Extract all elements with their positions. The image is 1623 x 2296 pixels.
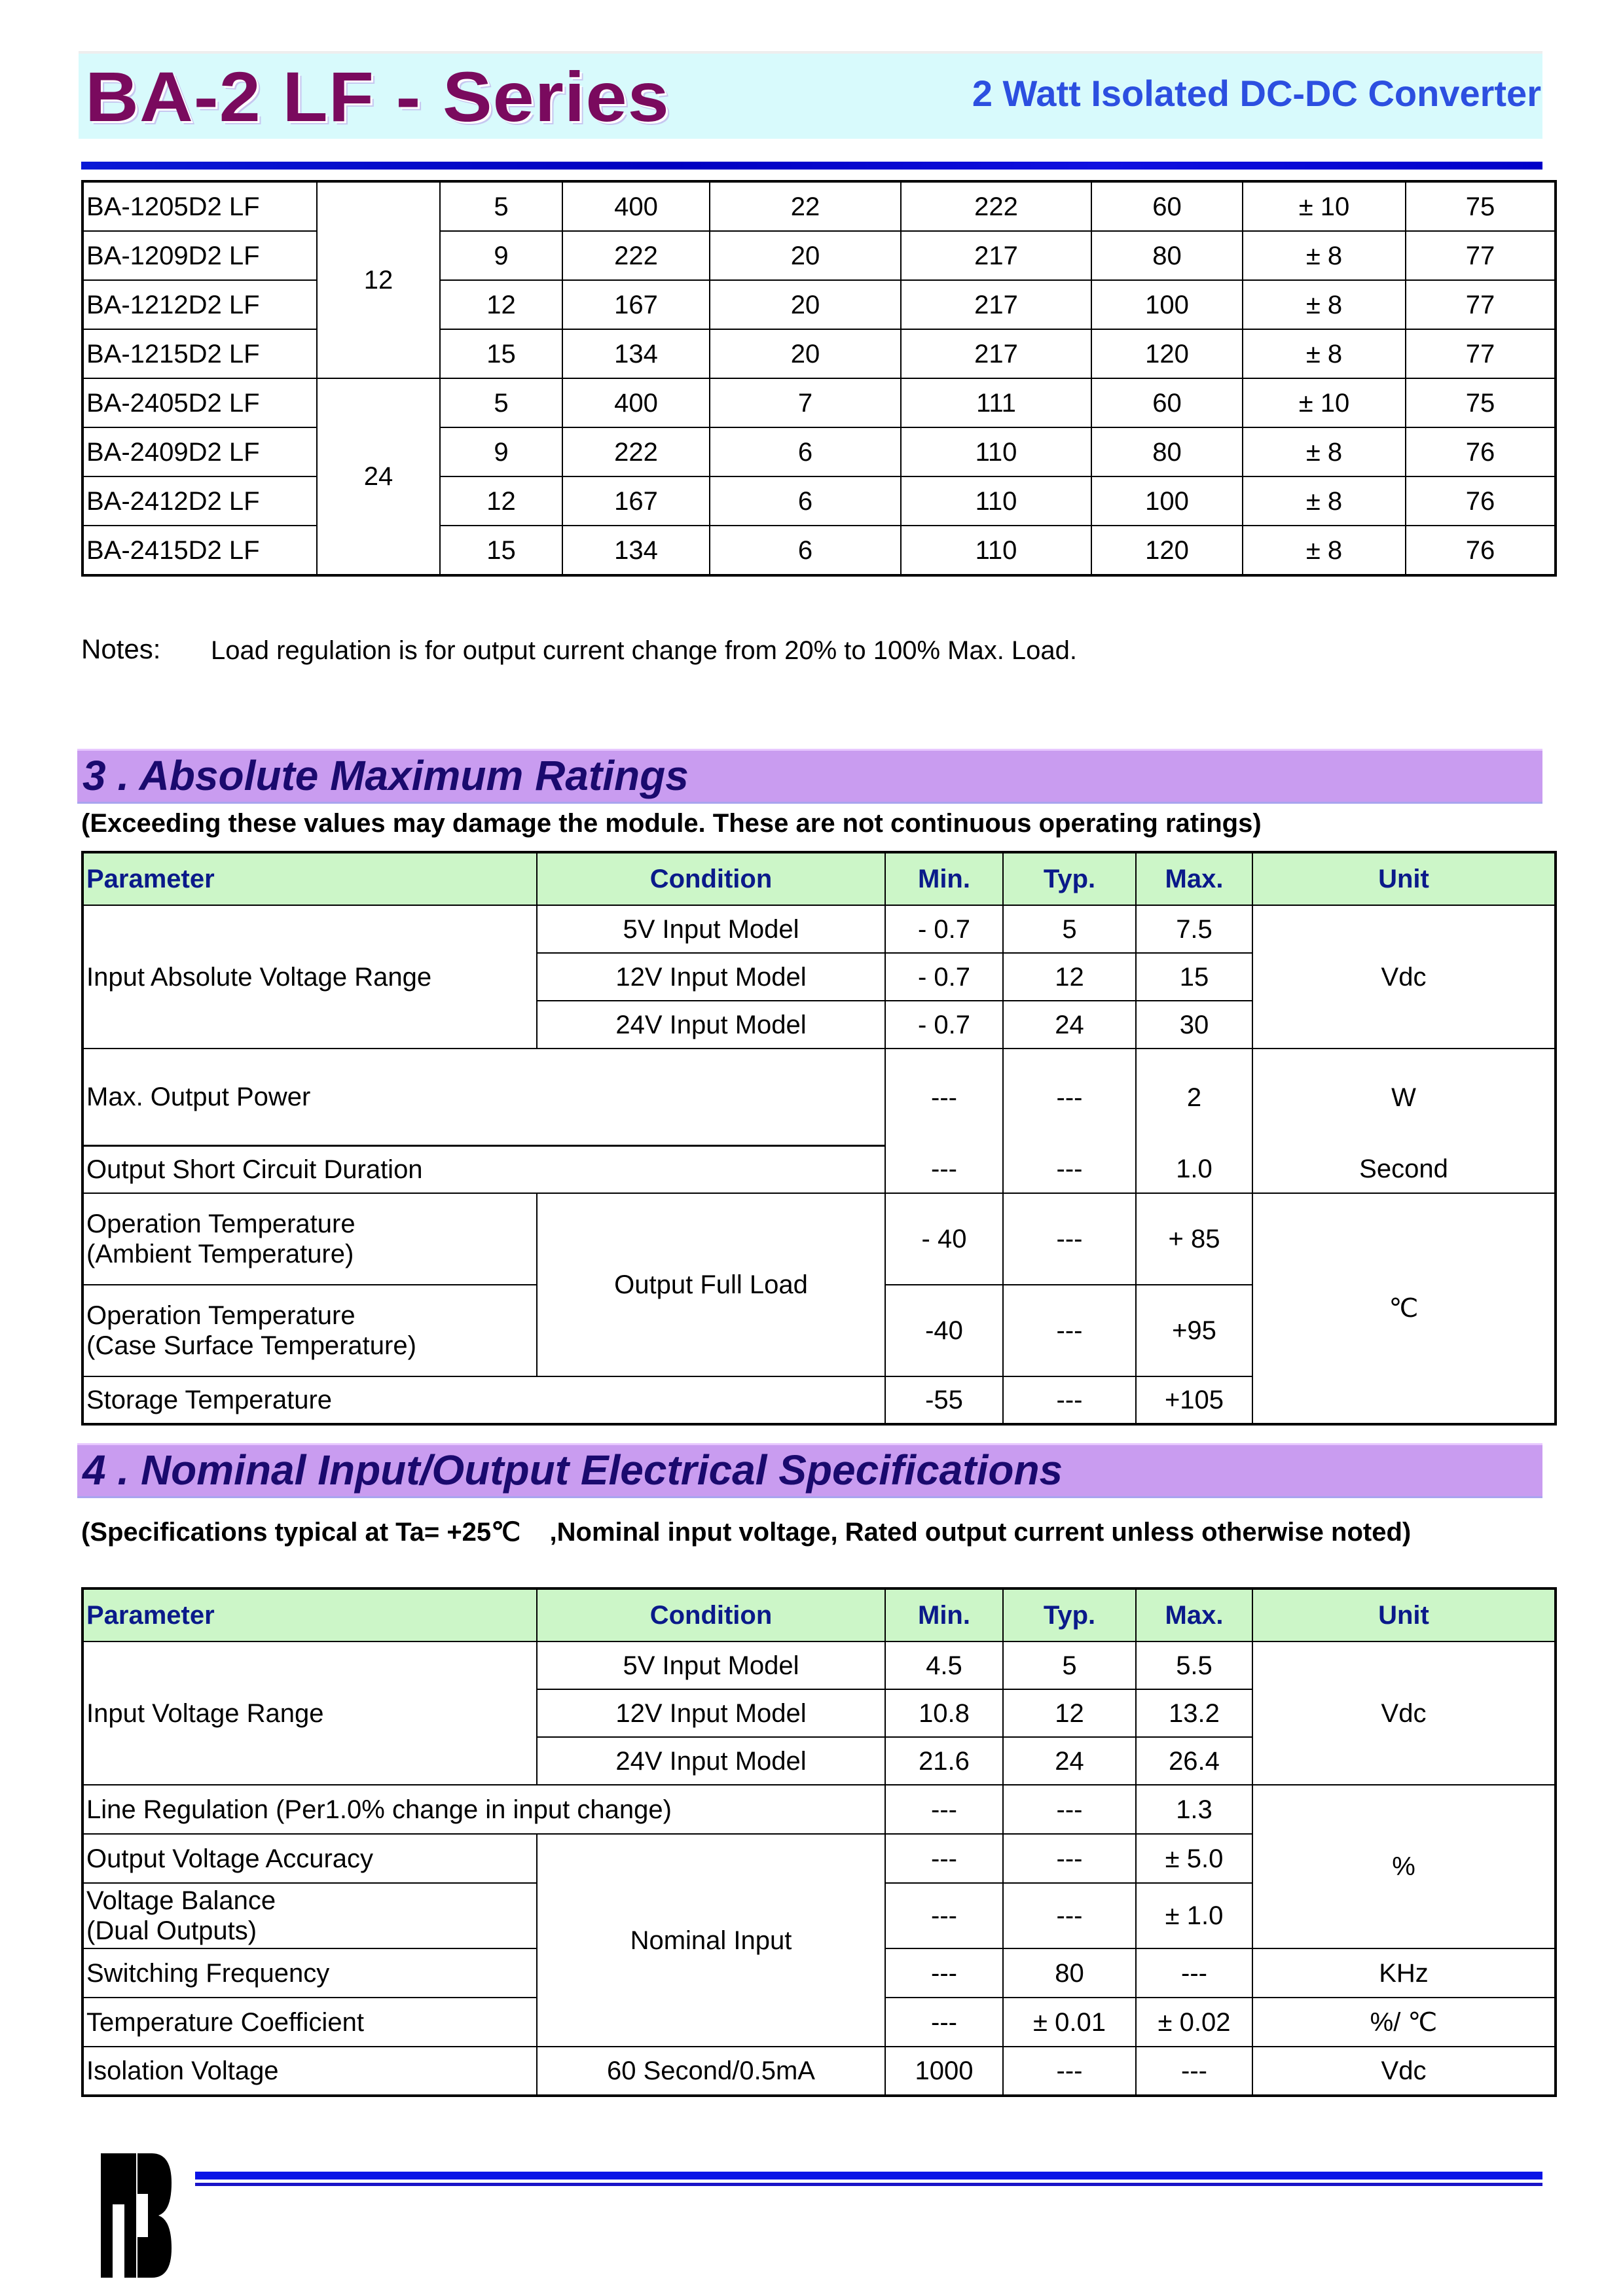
input-voltage-cell: 12 [317,181,440,378]
table-cell: 12 [440,476,562,526]
unit-cell: Vdc [1252,1641,1556,1785]
table-cell: 60 [1091,378,1243,427]
max-cell: 5.5 [1136,1641,1252,1689]
header-divider [81,162,1542,170]
table-cell: 75 [1406,378,1556,427]
typ-cell: --- [1003,1834,1136,1883]
max-cell: --- [1136,2047,1252,2096]
parameter-cell: Max. Output Power [82,1049,885,1145]
table-cell: 167 [562,476,710,526]
min-cell: --- [885,1785,1003,1834]
table-row [82,1785,1556,1834]
table-cell: 6 [710,427,901,476]
model-cell: BA-2415D2 LF [82,526,317,575]
min-cell: --- [885,1948,1003,1998]
table-cell: 120 [1091,329,1243,378]
table-cell: 7 [710,378,901,427]
header-min: Min. [885,852,1003,905]
max-cell: + 85 [1136,1193,1252,1285]
typ-cell: 24 [1003,1737,1136,1785]
condition-cell: 12V Input Model [537,953,885,1001]
table-cell: 60 [1091,181,1243,231]
typ-cell: 12 [1003,1689,1136,1737]
header-max: Max. [1136,1588,1252,1641]
table-cell: 77 [1406,280,1556,329]
section-4-note: (Specifications typical at Ta= +25℃ ,Nominal input voltage, Rated output current unless otherwise noted) [81,1518,1412,1547]
table-cell: ± 8 [1243,427,1406,476]
header-condition: Condition [537,852,885,905]
min-cell: 21.6 [885,1737,1003,1785]
parameter-line-2: (Dual Outputs) [86,1916,257,1945]
table-cell: ± 8 [1243,476,1406,526]
condition-cell: 5V Input Model [537,905,885,953]
table-cell: 76 [1406,476,1556,526]
parameter-cell: Storage Temperature [82,1376,885,1424]
unit-cell: % [1252,1785,1556,1948]
header-unit: Unit [1252,852,1556,905]
min-cell: 1000 [885,2047,1003,2096]
table-cell: ± 8 [1243,329,1406,378]
condition-cell: 5V Input Model [537,1641,885,1689]
typ-cell: 24 [1003,1001,1136,1049]
parameter-cell [82,1883,537,1948]
min-cell: - 0.7 [885,905,1003,953]
typ-cell: 5 [1003,1641,1136,1689]
min-cell: - 40 [885,1193,1003,1285]
table-cell: 20 [710,329,901,378]
page-title: BA-2 LF - Series [85,57,670,136]
section-4-title: 4 . Nominal Input/Output Electrical Specifications [82,1446,1063,1494]
model-cell: BA-1205D2 LF [82,181,317,231]
min-cell: 10.8 [885,1689,1003,1737]
input-voltage-cell: 24 [317,378,440,575]
table-row [82,329,1556,378]
header-typ: Typ. [1003,1588,1136,1641]
min-cell: -55 [885,1376,1003,1424]
unit-cell: KHz [1252,1948,1556,1998]
max-cell: 30 [1136,1001,1252,1049]
header-condition: Condition [537,1588,885,1641]
max-cell: 2 [1136,1049,1252,1145]
table-cell: ± 10 [1243,378,1406,427]
table-header-row [82,1588,1556,1641]
company-logo-icon [98,2153,175,2278]
table-cell: 167 [562,280,710,329]
table-cell: 222 [901,181,1091,231]
header-typ: Typ. [1003,852,1136,905]
table-cell: 9 [440,231,562,280]
condition-cell: Output Full Load [537,1193,885,1376]
condition-cell: 60 Second/0.5mA [537,2047,885,2096]
max-cell: +95 [1136,1285,1252,1376]
table-cell: 110 [901,526,1091,575]
footer-divider [195,2172,1542,2179]
notes-text: Load regulation is for output current change from 20% to 100% Max. Load. [211,636,1078,665]
parameter-line-1: Voltage Balance [86,1886,276,1915]
parameter-line-2: (Case Surface Temperature) [86,1331,416,1360]
table-row [82,231,1556,280]
max-cell: +105 [1136,1376,1252,1424]
max-cell: 26.4 [1136,1737,1252,1785]
max-cell: 15 [1136,953,1252,1001]
table-cell: 20 [710,280,901,329]
max-cell: 1.0 [1136,1145,1252,1193]
table-cell: 400 [562,181,710,231]
table-cell: 217 [901,231,1091,280]
model-cell: BA-2405D2 LF [82,378,317,427]
table-cell: 5 [440,378,562,427]
table-cell: 6 [710,526,901,575]
table-cell: 22 [710,181,901,231]
table-cell: 110 [901,476,1091,526]
min-cell: --- [885,1998,1003,2047]
unit-cell: Vdc [1252,2047,1556,2096]
table-row [82,526,1556,575]
table-cell: 15 [440,329,562,378]
table-cell: ± 10 [1243,181,1406,231]
table-row [82,378,1556,427]
min-cell: --- [885,1834,1003,1883]
table-cell: 6 [710,476,901,526]
model-table [81,180,1557,577]
parameter-cell: Output Voltage Accuracy [82,1834,537,1883]
table-cell: 5 [440,181,562,231]
parameter-cell [82,1285,537,1376]
model-cell: BA-2412D2 LF [82,476,317,526]
header-unit: Unit [1252,1588,1556,1641]
unit-cell: Vdc [1252,905,1556,1049]
typ-cell: ± 0.01 [1003,1998,1136,2047]
table-cell: 120 [1091,526,1243,575]
model-cell: BA-1215D2 LF [82,329,317,378]
table-cell: 75 [1406,181,1556,231]
condition-cell: 12V Input Model [537,1689,885,1737]
table-row [82,1641,1556,1689]
unit-cell: %/ ℃ [1252,1998,1556,2047]
absolute-max-ratings-table [81,851,1557,1426]
condition-cell: 24V Input Model [537,1001,885,1049]
table-row [82,476,1556,526]
header-parameter: Parameter [82,1588,537,1641]
table-cell: 134 [562,329,710,378]
typ-cell: --- [1003,1883,1136,1948]
table-header-row [82,852,1556,905]
min-cell: - 0.7 [885,953,1003,1001]
table-row [82,2047,1556,2096]
parameter-line-1: Operation Temperature [86,1301,356,1330]
parameter-line-2: (Ambient Temperature) [86,1240,354,1268]
min-cell: --- [885,1883,1003,1948]
max-cell: 1.3 [1136,1785,1252,1834]
model-cell: BA-1212D2 LF [82,280,317,329]
footer-divider-thin [195,2183,1542,2186]
max-cell: ± 0.02 [1136,1998,1252,2047]
typ-cell: --- [1003,1193,1136,1285]
parameter-line-1: Operation Temperature [86,1210,356,1238]
unit-cell: Second [1252,1145,1556,1193]
condition-cell: Nominal Input [537,1834,885,2047]
table-cell: 12 [440,280,562,329]
typ-cell: --- [1003,1049,1136,1145]
table-cell: 400 [562,378,710,427]
page-subtitle: 2 Watt Isolated DC-DC Converter [972,73,1541,114]
parameter-cell: Input Voltage Range [82,1641,537,1785]
condition-cell: 24V Input Model [537,1737,885,1785]
min-cell: --- [885,1145,1003,1193]
section-3-title: 3 . Absolute Maximum Ratings [82,752,689,799]
header-max: Max. [1136,852,1252,905]
table-cell: 20 [710,231,901,280]
parameter-cell: Isolation Voltage [82,2047,537,2096]
table-cell: ± 8 [1243,526,1406,575]
typ-cell: --- [1003,1145,1136,1193]
table-cell: 9 [440,427,562,476]
nominal-specs-table [81,1587,1557,2097]
table-cell: 76 [1406,427,1556,476]
notes-label: Notes: [81,634,161,664]
min-cell: -40 [885,1285,1003,1376]
table-cell: 100 [1091,476,1243,526]
parameter-cell: Input Absolute Voltage Range [82,905,537,1049]
table-cell: 76 [1406,526,1556,575]
table-cell: 217 [901,280,1091,329]
typ-cell: 5 [1003,905,1136,953]
max-cell: 13.2 [1136,1689,1252,1737]
table-cell: 222 [562,427,710,476]
max-cell: ± 5.0 [1136,1834,1252,1883]
table-cell: 111 [901,378,1091,427]
table-cell: ± 8 [1243,231,1406,280]
parameter-cell: Output Short Circuit Duration [82,1145,885,1193]
max-cell: 7.5 [1136,905,1252,953]
typ-cell: --- [1003,1285,1136,1376]
parameter-cell: Line Regulation (Per1.0% change in input change) [82,1785,885,1834]
min-cell: --- [885,1049,1003,1145]
section-3-note: (Exceeding these values may damage the module. These are not continuous operating ratings) [81,809,1262,838]
table-cell: 100 [1091,280,1243,329]
table-row [82,905,1556,953]
table-cell: 77 [1406,329,1556,378]
model-cell: BA-1209D2 LF [82,231,317,280]
model-cell: BA-2409D2 LF [82,427,317,476]
table-row [82,1193,1556,1285]
typ-cell: --- [1003,1785,1136,1834]
table-cell: 77 [1406,231,1556,280]
unit-cell: W [1252,1049,1556,1145]
typ-cell: --- [1003,2047,1136,2096]
table-row [82,1145,1556,1193]
table-cell: 15 [440,526,562,575]
min-cell: 4.5 [885,1641,1003,1689]
table-row [82,427,1556,476]
parameter-cell [82,1193,537,1285]
header-min: Min. [885,1588,1003,1641]
table-row [82,1049,1556,1145]
table-cell: 110 [901,427,1091,476]
parameter-cell: Temperature Coefficient [82,1998,537,2047]
table-row [82,280,1556,329]
typ-cell: 80 [1003,1948,1136,1998]
min-cell: - 0.7 [885,1001,1003,1049]
table-row [82,181,1556,231]
header-parameter: Parameter [82,852,537,905]
table-cell: 80 [1091,231,1243,280]
unit-cell: ℃ [1252,1193,1556,1424]
table-cell: ± 8 [1243,280,1406,329]
table-cell: 217 [901,329,1091,378]
table-cell: 222 [562,231,710,280]
typ-cell: --- [1003,1376,1136,1424]
typ-cell: 12 [1003,953,1136,1001]
table-cell: 134 [562,526,710,575]
table-cell: 80 [1091,427,1243,476]
parameter-cell: Switching Frequency [82,1948,537,1998]
max-cell: --- [1136,1948,1252,1998]
max-cell: ± 1.0 [1136,1883,1252,1948]
